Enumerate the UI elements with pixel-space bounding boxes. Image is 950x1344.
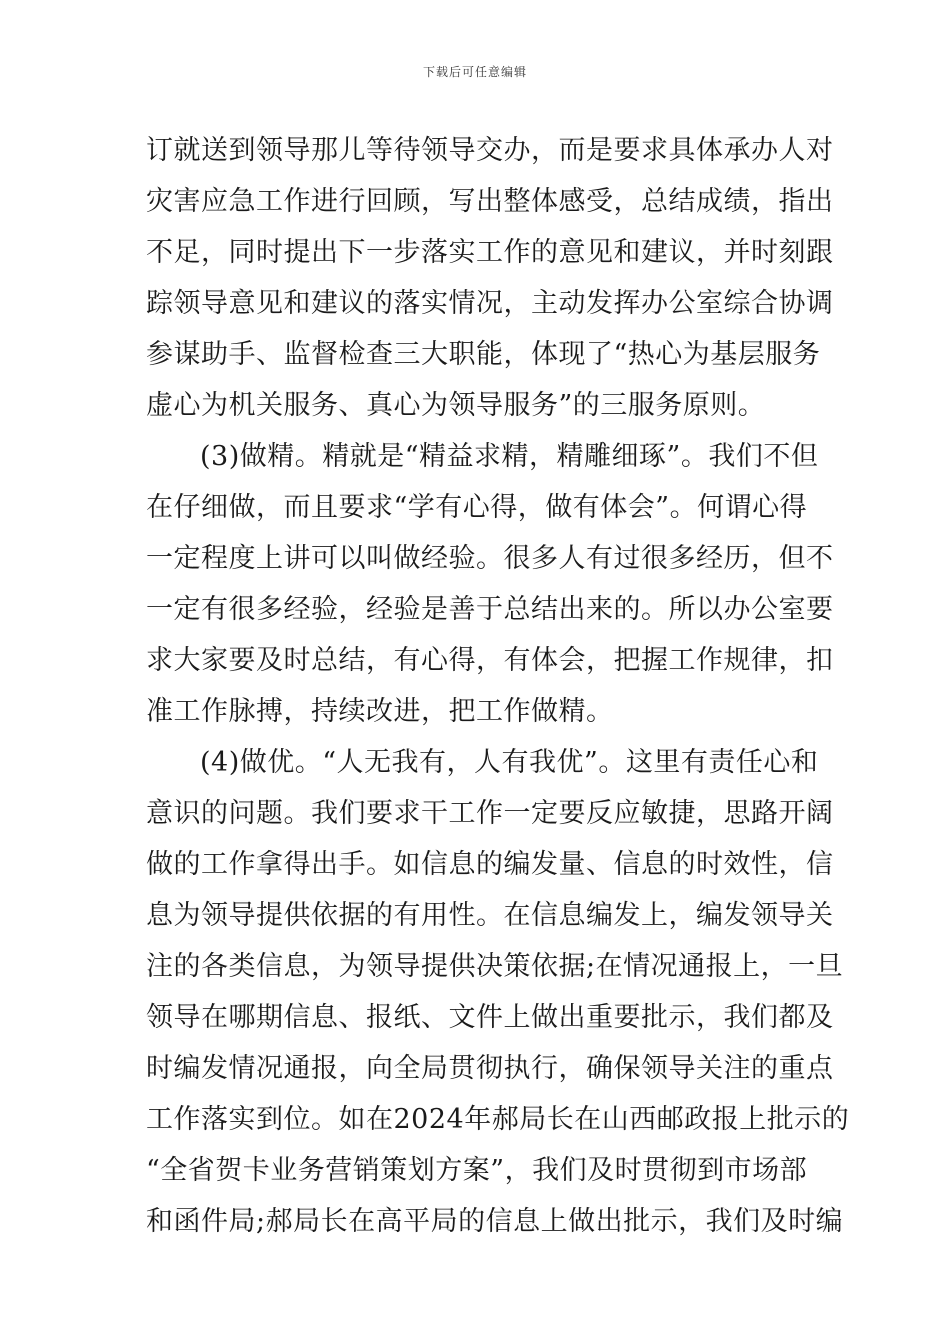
paragraph-first-line: (4)做优。“人无我有，人有我优”。这里有责任心和 bbox=[200, 747, 819, 778]
text-line: 求大家要及时总结，有心得，有体会，把握工作规律，扣 bbox=[146, 645, 834, 676]
text-line: 领导在哪期信息、报纸、文件上做出重要批示，我们都及 bbox=[146, 1002, 834, 1033]
text-line: 不足，同时提出下一步落实工作的意见和建议，并时刻跟 bbox=[146, 237, 834, 268]
page-header: 下载后可任意编辑 bbox=[422, 65, 527, 79]
text-line: 意识的问题。我们要求干工作一定要反应敏捷，思路开阔 bbox=[146, 798, 834, 829]
text-line: 一定程度上讲可以叫做经验。很多人有过很多经历，但不 bbox=[146, 543, 834, 574]
text-line: 参谋助手、监督检查三大职能，体现了“热心为基层服务 bbox=[146, 339, 821, 370]
text-line: 和函件局;郝局长在高平局的信息上做出批示，我们及时编 bbox=[146, 1206, 844, 1237]
text-line: 一定有很多经验，经验是善于总结出来的。所以办公室要 bbox=[146, 594, 834, 625]
text-line: 灾害应急工作进行回顾，写出整体感受，总结成绩，指出 bbox=[146, 186, 834, 217]
text-line: 息为领导提供依据的有用性。在信息编发上，编发领导关 bbox=[146, 900, 834, 931]
text-line: 虚心为机关服务、真心为领导服务”的三服务原则。 bbox=[146, 390, 766, 421]
text-line: 做的工作拿得出手。如信息的编发量、信息的时效性，信 bbox=[146, 849, 834, 880]
text-line: 踪领导意见和建议的落实情况，主动发挥办公室综合协调 bbox=[146, 288, 834, 319]
text-line: 订就送到领导那儿等待领导交办，而是要求具体承办人对 bbox=[146, 135, 834, 166]
text-line: 工作落实到位。如在2024年郝局长在山西邮政报上批示的 bbox=[146, 1104, 850, 1135]
text-line: 准工作脉搏，持续改进，把工作做精。 bbox=[146, 696, 614, 727]
text-line: 在仔细做，而且要求“学有心得，做有体会”。何谓心得 bbox=[146, 492, 808, 523]
text-line: “全省贺卡业务营销策划方案”，我们及时贯彻到市场部 bbox=[146, 1155, 808, 1186]
text-line: 注的各类信息，为领导提供决策依据;在情况通报上，一旦 bbox=[146, 951, 844, 982]
text-line: 时编发情况通报，向全局贯彻执行，确保领导关注的重点 bbox=[146, 1053, 834, 1084]
paragraph-first-line: (3)做精。精就是“精益求精，精雕细琢”。我们不但 bbox=[200, 441, 819, 472]
